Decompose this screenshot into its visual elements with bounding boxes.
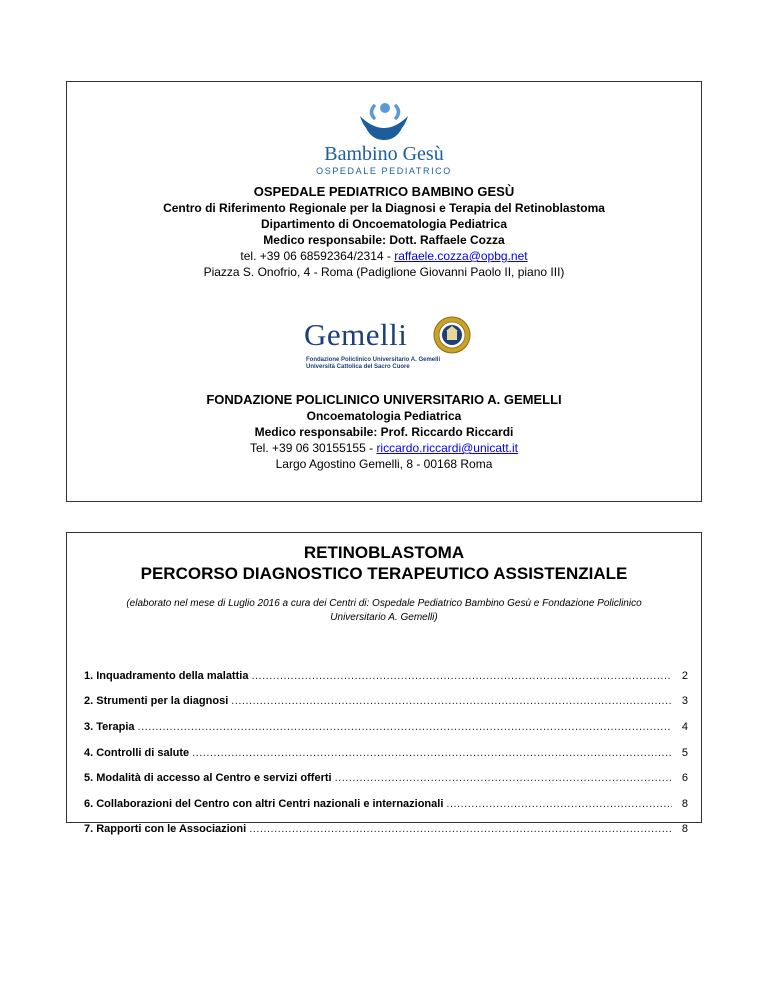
hospital1-center: Centro di Riferimento Regionale per la Diagnosi e Terapia del Retinoblastoma bbox=[163, 201, 605, 215]
toc-leader-dots bbox=[335, 772, 672, 784]
hospital2-tel: Tel. +39 06 30155155 - bbox=[250, 441, 377, 455]
document-subtitle: PERCORSO DIAGNOSTICO TERAPEUTICO ASSISTENZIALE bbox=[140, 564, 628, 583]
toc-entry-page: 5 bbox=[681, 746, 688, 759]
toc-leader-dots bbox=[138, 721, 672, 733]
gemelli-logo-name: Gemelli bbox=[304, 317, 408, 352]
university-seal-icon bbox=[433, 316, 471, 354]
toc-entry-page: 6 bbox=[681, 772, 688, 785]
toc-entry-title: 3. Terapia bbox=[84, 721, 138, 733]
bambino-gesu-emblem-icon bbox=[352, 102, 416, 142]
toc-leader-dots bbox=[249, 823, 672, 835]
toc-leader-dots bbox=[251, 670, 672, 682]
toc-leader-dots bbox=[192, 747, 672, 759]
hospital1-department: Dipartimento di Oncoematologia Pediatrica bbox=[260, 217, 508, 231]
hospital2-unit: Oncoematologia Pediatrica bbox=[306, 409, 462, 423]
hospital2-contact bbox=[67, 440, 701, 456]
hospital2-title: FONDAZIONE POLICLINICO UNIVERSITARIO A. GEMELLI bbox=[206, 392, 562, 407]
gemelli-logo bbox=[67, 314, 701, 376]
toc-entry-page: 2 bbox=[681, 669, 688, 682]
toc-entry-title: 2. Strumenti per la diagnosi bbox=[84, 695, 231, 707]
toc-entry[interactable] bbox=[84, 817, 688, 843]
gemelli-logo-foundation: Fondazione Policlinico Universitario A. Gemelli bbox=[306, 357, 441, 363]
hospital1-contact bbox=[67, 248, 701, 264]
toc-entry-page: 8 bbox=[681, 823, 688, 836]
hospital1-tel: tel. +39 06 68592364/2314 - bbox=[240, 249, 395, 263]
toc-entry-title: 4. Controlli di salute bbox=[84, 747, 192, 759]
hospital1-doctor: Medico responsabile: Dott. Raffaele Cozza bbox=[263, 233, 505, 247]
hospital1-info bbox=[67, 184, 701, 280]
toc-entry-title: 5. Modalità di accesso al Centro e servizi offerti bbox=[84, 772, 335, 784]
document-summary-box bbox=[66, 532, 702, 836]
toc-entry-title: 1. Inquadramento della malattia bbox=[84, 670, 251, 682]
toc-entry[interactable] bbox=[84, 765, 688, 791]
hospital2-email-link[interactable]: riccardo.riccardi@unicatt.it bbox=[376, 441, 518, 455]
toc-entry-page: 8 bbox=[681, 797, 688, 810]
hospitals-header-box bbox=[66, 81, 702, 502]
gemelli-logo-university: Università Cattolica del Sacro Cuore bbox=[306, 364, 410, 370]
toc-entry-title: 6. Collaborazioni del Centro con altri Centri nazionali e internazionali bbox=[84, 798, 446, 810]
toc-leader-dots bbox=[446, 798, 672, 810]
bambino-gesu-logo-subtitle: OSPEDALE PEDIATRICO bbox=[316, 166, 452, 176]
hospital2-info bbox=[67, 392, 701, 472]
toc-entry[interactable] bbox=[84, 714, 688, 740]
toc-entry-page: 4 bbox=[681, 720, 688, 733]
document-note: (elaborato nel mese di Luglio 2016 a cura dei Centri di: Ospedale Pediatrico Bambino Gesù e Fondazione Policlinico Universitario A. Gemelli) bbox=[126, 598, 642, 623]
hospital2-address: Largo Agostino Gemelli, 8 - 00168 Roma bbox=[275, 457, 493, 471]
table-of-contents bbox=[84, 663, 688, 842]
toc-entry[interactable] bbox=[84, 663, 688, 689]
bambino-gesu-logo bbox=[67, 102, 701, 176]
toc-entry[interactable] bbox=[84, 689, 688, 715]
bambino-gesu-logo-name: Bambino Gesù bbox=[324, 143, 444, 165]
hospital2-doctor: Medico responsabile: Prof. Riccardo Riccardi bbox=[254, 425, 514, 439]
toc-entry[interactable] bbox=[84, 740, 688, 766]
hospital1-email-link[interactable]: raffaele.cozza@opbg.net bbox=[394, 249, 528, 263]
hospital1-title: OSPEDALE PEDIATRICO BAMBINO GESÙ bbox=[253, 184, 515, 199]
toc-leader-dots bbox=[231, 695, 672, 707]
toc-entry[interactable] bbox=[84, 791, 688, 817]
hospital1-address: Piazza S. Onofrio, 4 - Roma (Padiglione Giovanni Paolo II, piano III) bbox=[203, 265, 565, 279]
document-title: RETINOBLASTOMA bbox=[303, 543, 465, 562]
toc-entry-page: 3 bbox=[681, 695, 688, 708]
toc-entry-title: 7. Rapporti con le Associazioni bbox=[84, 823, 249, 835]
